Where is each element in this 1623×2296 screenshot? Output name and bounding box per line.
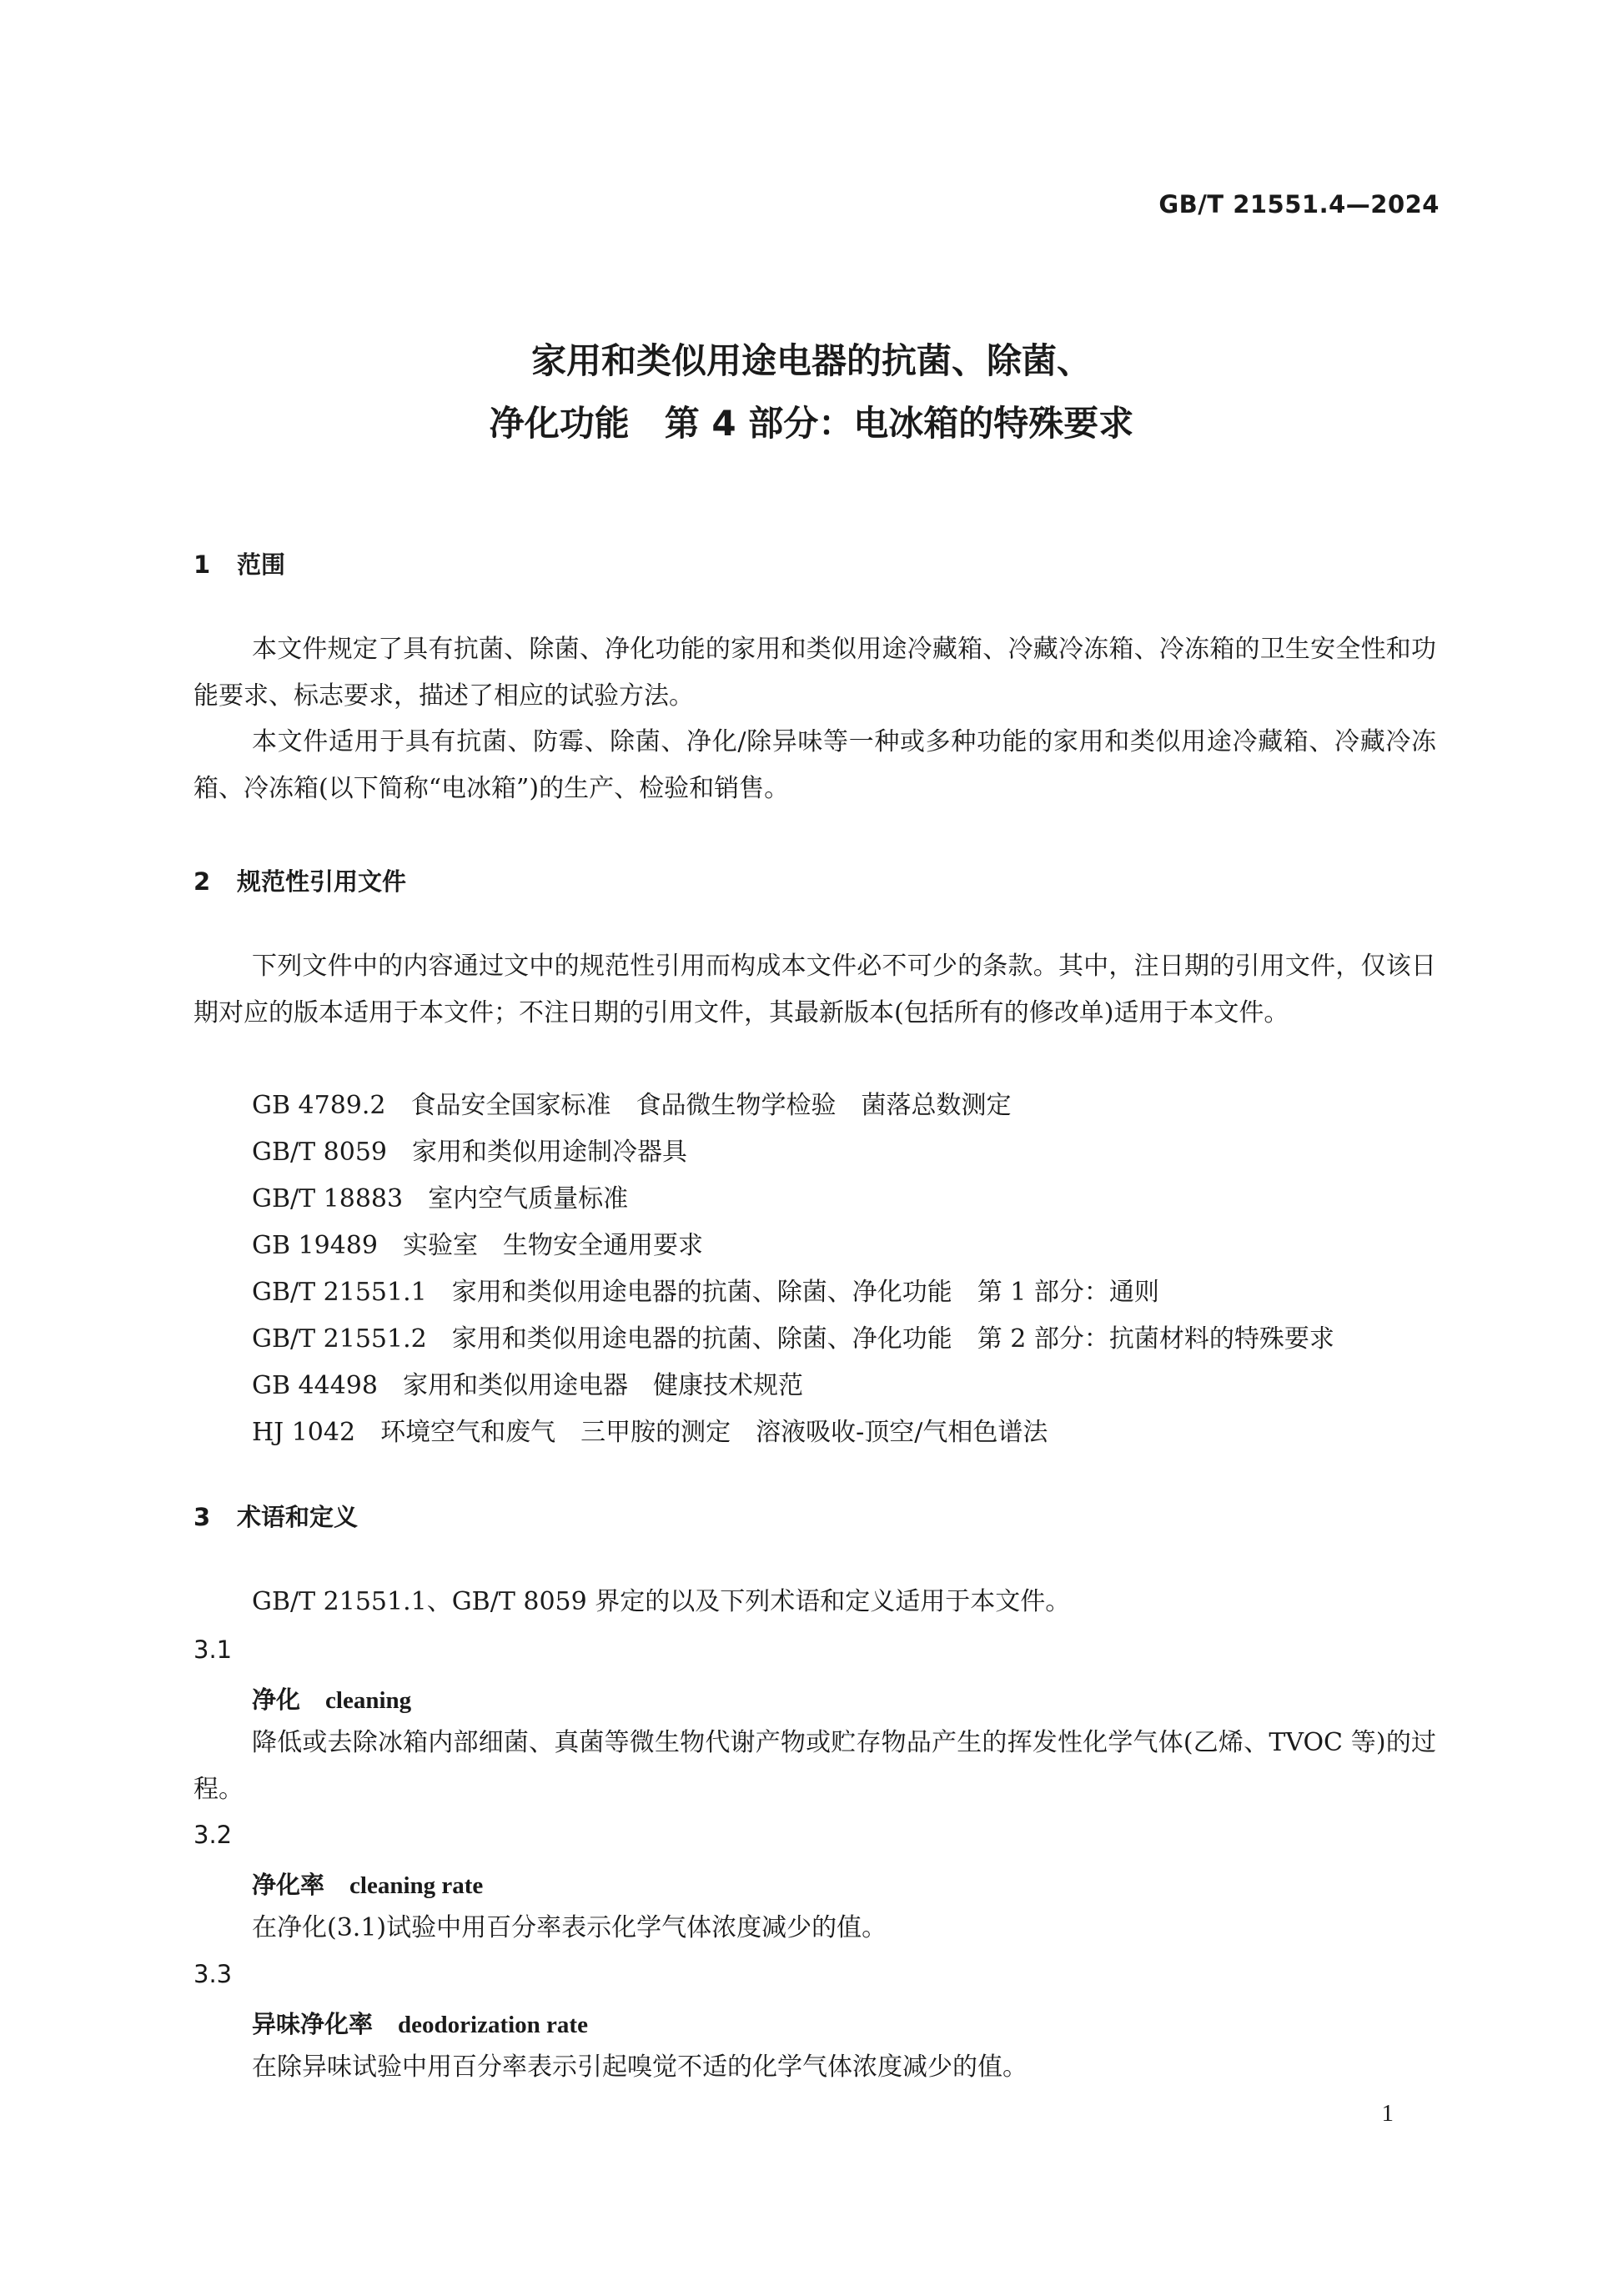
reference-item: GB/T 21551.2 家用和类似用途电器的抗菌、除菌、净化功能 第 2 部分：抗菌材料的特殊要求 (252, 1324, 1334, 1354)
section-number: 3 (193, 1503, 211, 1531)
clause-number: 3.3 (193, 1960, 233, 1988)
term-zh: 异味净化率 (252, 2010, 374, 2038)
term-definition: 在除异味试验中用百分率表示引起嗅觉不适的化学气体浓度减少的值。 (252, 2052, 1028, 2082)
normative-references-intro: 下列文件中的内容通过文中的规范性引用而构成本文件必不可少的条款。其中，注日期的引用文件，仅该日期对应的版本适用于本文件；不注日期的引用文件，其最新版本(包括所有的修改单)适用于本文件。 (193, 952, 1436, 1027)
section-number: 2 (193, 867, 211, 896)
terms-intro: GB/T 21551.1、GB/T 8059 界定的以及下列术语和定义适用于本文件。 (252, 1587, 1071, 1616)
section-heading-3 (193, 1499, 358, 1533)
section-number: 1 (193, 550, 211, 579)
section-heading-2 (193, 863, 406, 897)
section-title: 范围 (237, 550, 286, 579)
scope-paragraph-1: 本文件规定了具有抗菌、除菌、净化功能的家用和类似用途冷藏箱、冷藏冷冻箱、冷冻箱的卫生安全性和功能要求、标志要求，描述了相应的试验方法。 (193, 635, 1436, 711)
scope-paragraph-2: 本文件适用于具有抗菌、防霉、除菌、净化/除异味等一种或多种功能的家用和类似用途冷藏箱、冷藏冷冻箱、冷冻箱(以下简称“电冰箱”)的生产、检验和销售。 (193, 727, 1436, 803)
section-title: 规范性引用文件 (237, 867, 407, 896)
reference-item: GB/T 8059 家用和类似用途制冷器具 (252, 1138, 688, 1167)
title-line-2: 净化功能 第 4 部分：电冰箱的特殊要求 (489, 403, 1134, 444)
term-en: cleaning rate (349, 1872, 484, 1899)
term-zh: 净化率 (252, 1871, 325, 1899)
page-number: 1 (1381, 2100, 1394, 2127)
term-en: cleaning (325, 1687, 412, 1714)
reference-item: GB/T 18883 室内空气质量标准 (252, 1184, 629, 1213)
term-zh: 净化 (252, 1686, 301, 1714)
section-heading-1 (193, 546, 285, 580)
term-en: deodorization rate (398, 2012, 588, 2038)
title-line-1: 家用和类似用途电器的抗菌、除菌、 (530, 340, 1092, 381)
clause-number: 3.1 (193, 1635, 233, 1664)
clause-number: 3.2 (193, 1821, 233, 1849)
reference-item: GB/T 21551.1 家用和类似用途电器的抗菌、除菌、净化功能 第 1 部分：通则 (252, 1278, 1159, 1307)
standard-code: GB/T 21551.4—2024 (1158, 190, 1440, 219)
term-heading (252, 1681, 411, 1716)
term-definition: 降低或去除冰箱内部细菌、真菌等微生物代谢产物或贮存物品产生的挥发性化学气体(乙烯、TVOC 等)的过程。 (193, 1728, 1436, 1804)
reference-item: GB 19489 实验室 生物安全通用要求 (252, 1231, 703, 1260)
document-title (0, 329, 1623, 455)
term-definition: 在净化(3.1)试验中用百分率表示化学气体浓度减少的值。 (252, 1913, 887, 1942)
section-title: 术语和定义 (237, 1503, 359, 1531)
term-heading (252, 2006, 588, 2040)
term-heading (252, 1866, 483, 1901)
reference-item: GB 44498 家用和类似用途电器 健康技术规范 (252, 1371, 803, 1400)
reference-item: HJ 1042 环境空气和废气 三甲胺的测定 溶液吸收-顶空/气相色谱法 (252, 1418, 1048, 1447)
reference-item: GB 4789.2 食品安全国家标准 食品微生物学检验 菌落总数测定 (252, 1091, 1012, 1120)
